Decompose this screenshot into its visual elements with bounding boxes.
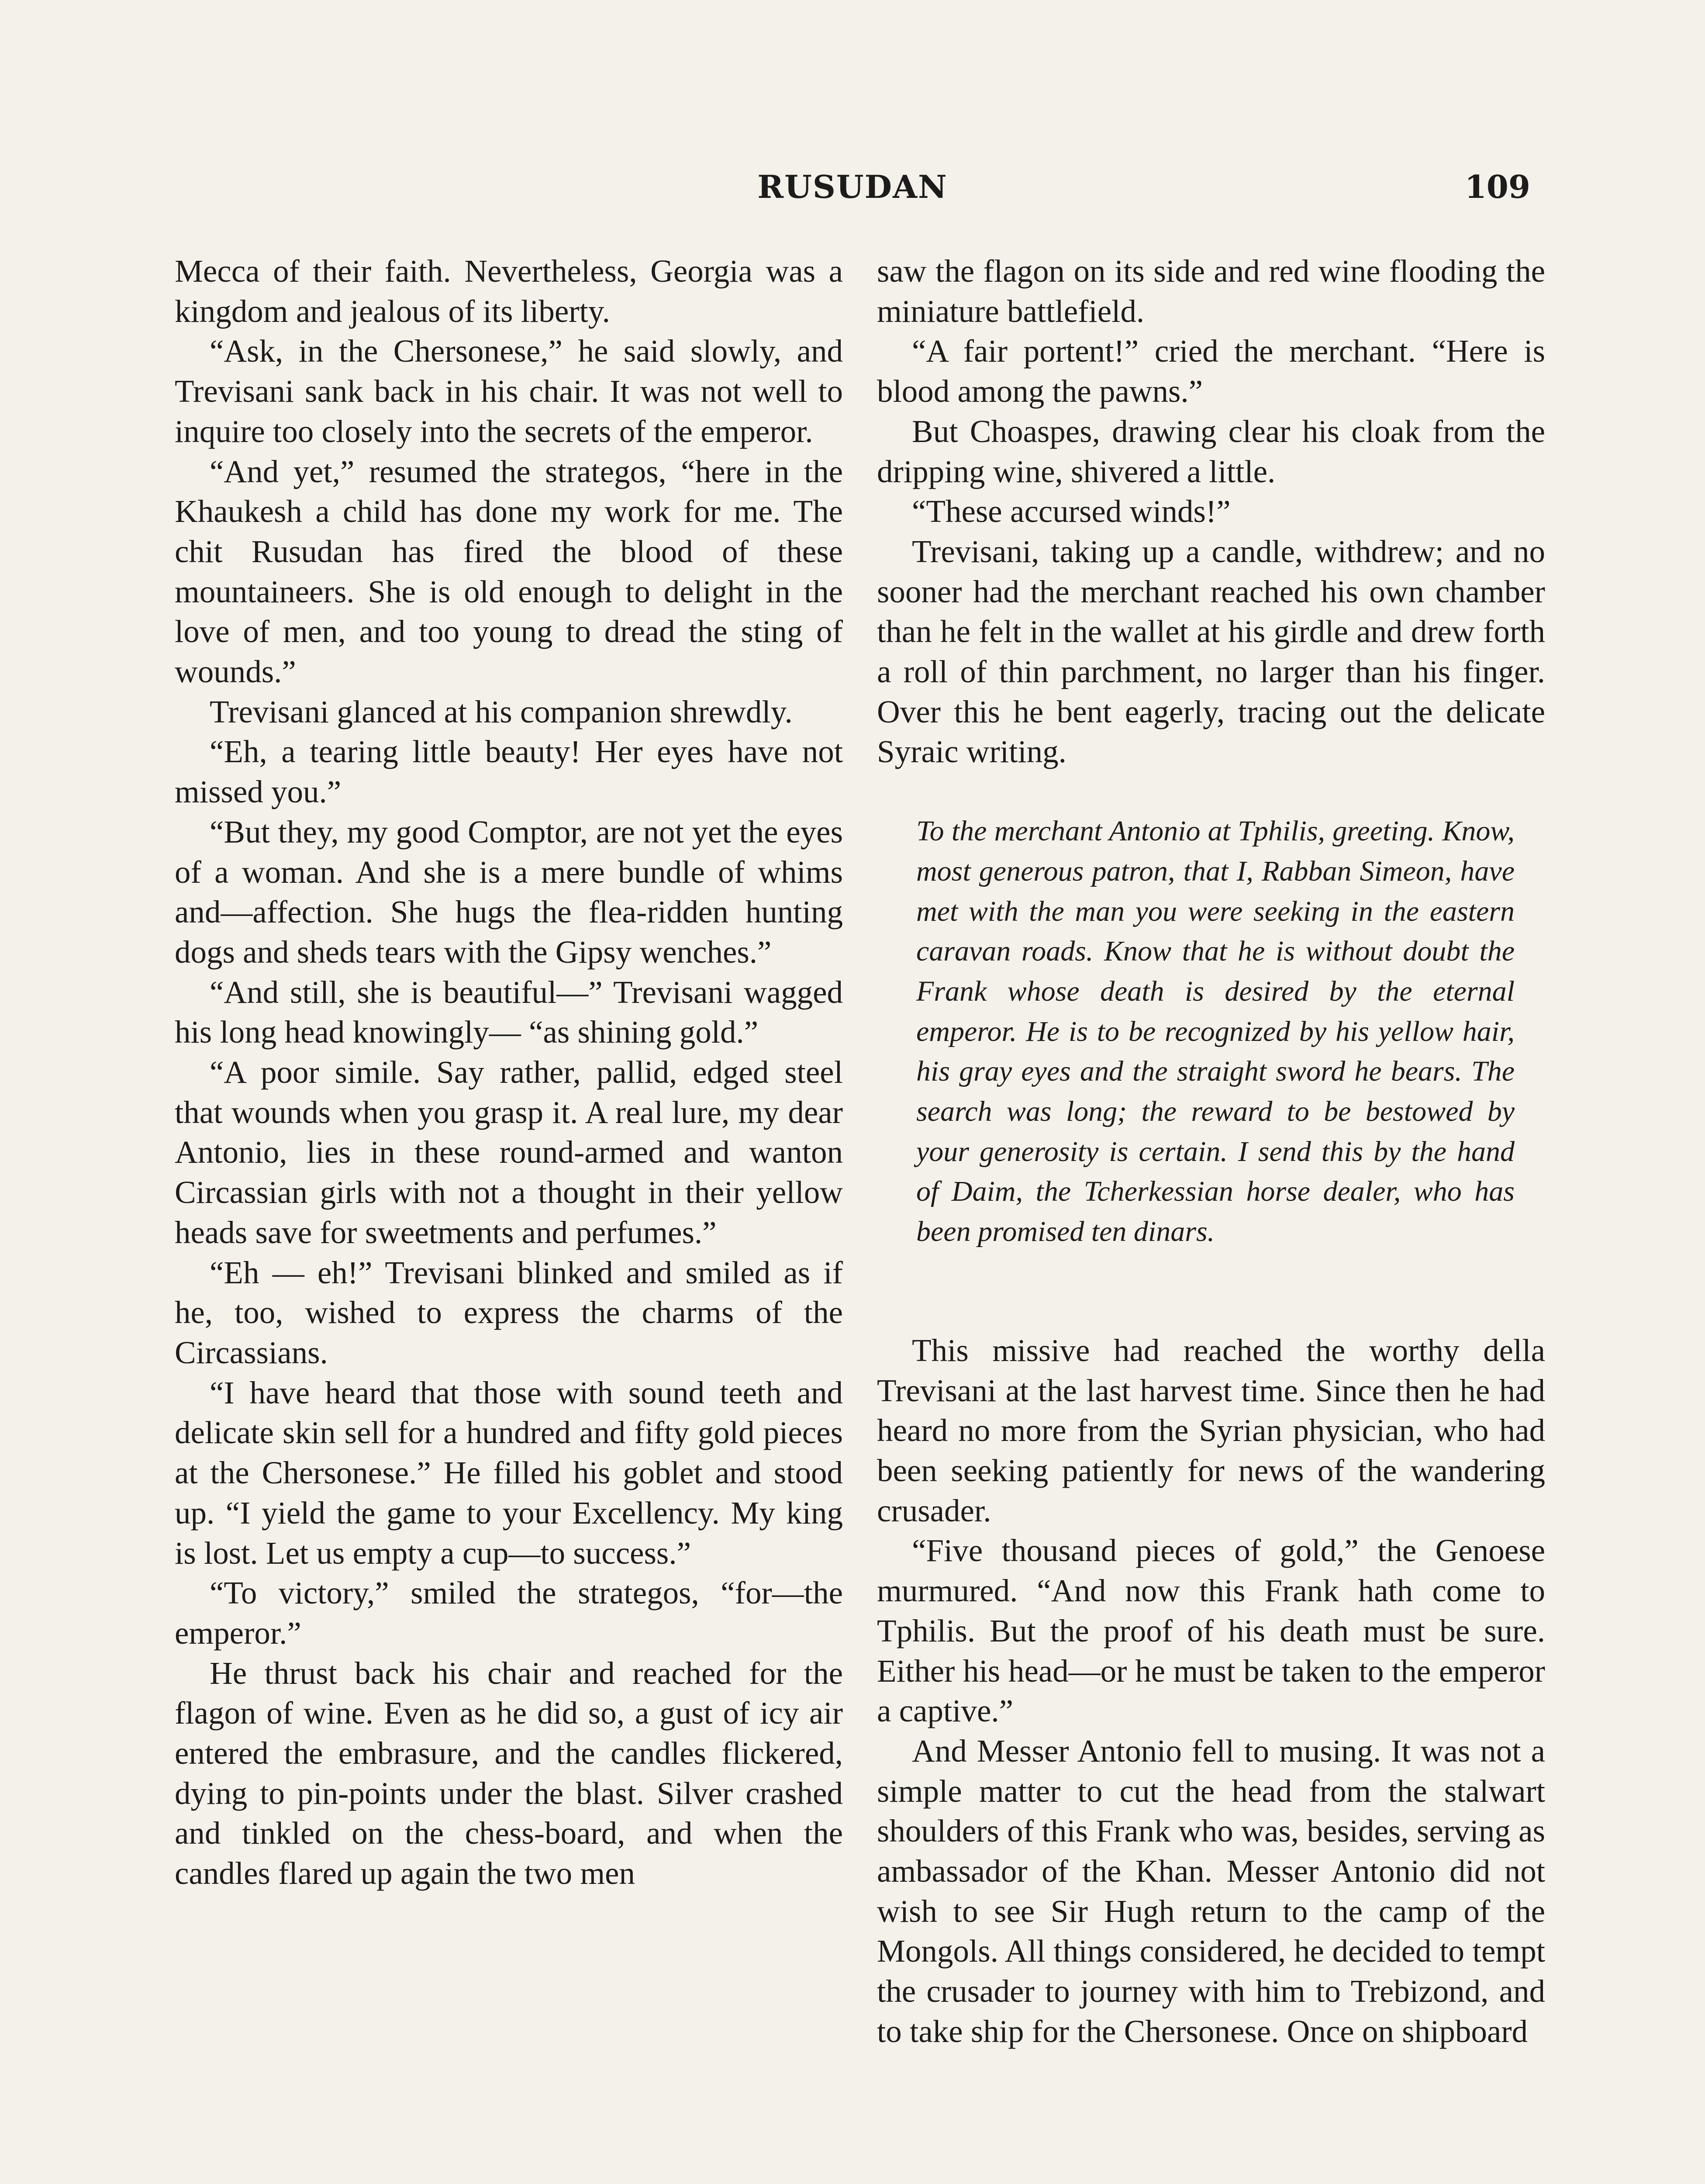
paragraph: “I have heard that those with sound teeth and delicate skin sell for a hundred and fifty gold pieces at the Chersonese.” He filled his goblet and stood up. “I yield the game to your Excellency. My king is lost. Let us empty a cup—to success.” xyxy=(175,1375,843,1571)
paragraph: But Choaspes, drawing clear his cloak from the dripping wine, shivered a little. xyxy=(877,413,1545,489)
page-header xyxy=(0,168,1705,216)
paragraph: “A fair portent!” cried the merchant. “Here is blood among the pawns.” xyxy=(877,333,1545,409)
paragraph: “To victory,” smiled the strategos, “for—the emperor.” xyxy=(175,1575,843,1651)
paragraph: “Five thousand pieces of gold,” the Genoese murmured. “And now this Frank hath come to Tphilis. But the proof of his death must be sure. Either his head—or he must be taken to the emperor a captive.” xyxy=(877,1533,1545,1729)
paragraph: “These accursed winds!” xyxy=(912,494,1231,529)
page-number: 109 xyxy=(1464,168,1530,205)
paragraph: Trevisani glanced at his companion shrewdly. xyxy=(210,694,793,729)
paragraph: This missive had reached the worthy della Trevisani at the last harvest time. Since then he had heard no more from the Syrian physician, who had been seeking patiently for news of the wandering crusader. xyxy=(877,1332,1545,1528)
paragraph: Trevisani, taking up a candle, withdrew; and no sooner had the merchant reached his own chamber than he felt in the wallet at his girdle and drew forth a roll of thin parchment, no larger than his finger. Over this he bent eagerly, tracing out the delicate Syraic writing. xyxy=(877,533,1545,770)
left-column xyxy=(175,251,843,1894)
paragraph: “And still, she is beautiful—” Trevisani wagged his long head knowingly— “as shining gold.” xyxy=(175,974,843,1050)
paragraph: “Eh — eh!” Trevisani blinked and smiled as if he, too, wished to express the charms of the Circassians. xyxy=(175,1254,843,1370)
paragraph: “Ask, in the Chersonese,” he said slowly, and Trevisani sank back in his chair. It was not well to inquire too closely into the secrets of the emperor. xyxy=(175,333,843,449)
letter-quote: To the merchant Antonio at Tphilis, greeting. Know, most generous patron, that I, Rabban Simeon, have met with the man you were seeking in the eastern caravan roads. Know that he is without doubt the Frank whose death is desired by the eternal emperor. He is to be recognized by his yellow hair, his gray eyes and the straight sword he bears. The search was long; the reward to be bestowed by your generosity is certain. I send this by the hand of Daim, the Tcherkessian horse dealer, who has been promised ten dinars. xyxy=(916,815,1515,1248)
paragraph: Mecca of their faith. Nevertheless, Georgia was a kingdom and jealous of its liberty. xyxy=(175,253,843,329)
paragraph: “Eh, a tearing little beauty! Her eyes have not missed you.” xyxy=(175,734,843,810)
right-column xyxy=(877,251,1545,2052)
paragraph: saw the flagon on its side and red wine flooding the miniature battlefield. xyxy=(877,253,1545,329)
paragraph: And Messer Antonio fell to musing. It was not a simple matter to cut the head from the stalwart shoulders of this Frank who was, besides, serving as ambassador of the Khan. Messer Antonio did not wish to see Sir Hugh return to the camp of the Mongols. All things considered, he decided to tempt the crusader to journey with him to Trebizond, and to take ship for the Chersonese. Once on shipboard xyxy=(877,1733,1545,2049)
running-title: RUSUDAN xyxy=(757,168,948,205)
paragraph: “A poor simile. Say rather, pallid, edged steel that wounds when you grasp it. A real lure, my dear Antonio, lies in these round-armed and wanton Circassian girls with not a thought in their yellow heads save for sweetments and perfumes.” xyxy=(175,1054,843,1250)
paragraph: “And yet,” resumed the strategos, “here in the Khaukesh a child has done my work for me. The chit Rusudan has fired the blood of these mountaineers. She is old enough to delight in the love of men, and too young to dread the sting of wounds.” xyxy=(175,453,843,690)
paragraph: He thrust back his chair and reached for the flagon of wine. Even as he did so, a gust of icy air entered the embrasure, and the candles flickered, dying to pin-points under the blast. Silver crashed and tinkled on the chess-board, and when the candles flared up again the two men xyxy=(175,1655,843,1891)
paragraph: “But they, my good Comptor, are not yet the eyes of a woman. And she is a mere bundle of whims and—affection. She hugs the flea-ridden hunting dogs and sheds tears with the Gipsy wenches.” xyxy=(175,814,843,970)
